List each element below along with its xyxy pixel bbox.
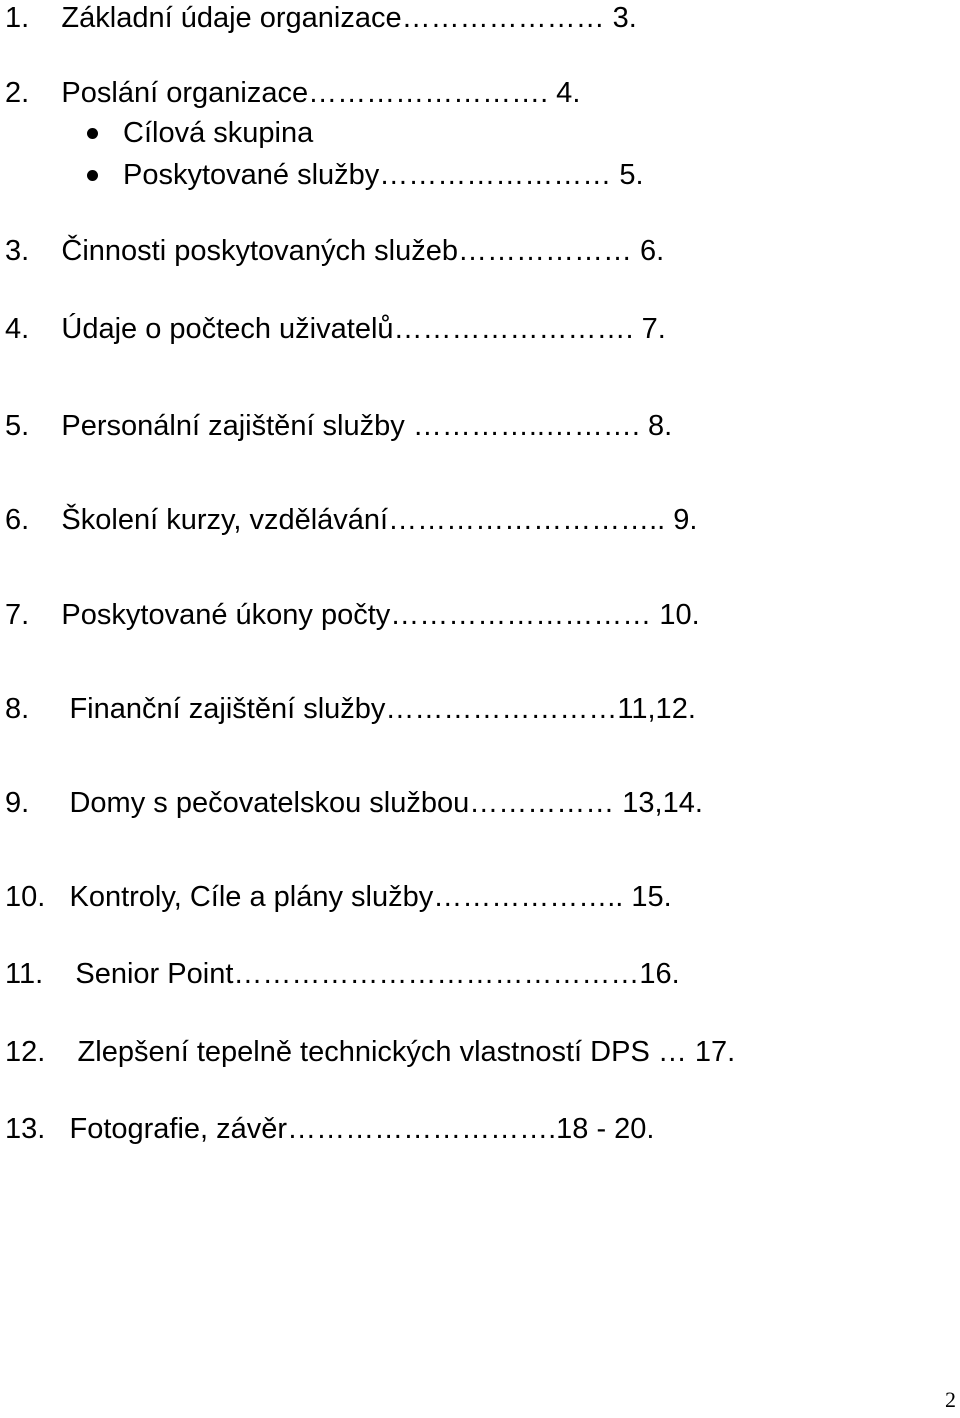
toc-entry-12: 12. Zlepšení tepelně technických vlastností DPS … 17. — [5, 1036, 736, 1068]
toc-subitem-label: Cílová skupina — [123, 117, 314, 149]
toc-entry-6: 6. Školení kurzy, vzdělávání……………………….. 9. — [5, 504, 698, 536]
toc-entry-11: 11. Senior Point……………………………………16. — [5, 958, 680, 990]
toc-entry-10: 10. Kontroly, Cíle a plány služby……………….. 15. — [5, 881, 672, 913]
toc-entry-3: 3. Činnosti poskytovaných služeb……………… 6. — [5, 235, 665, 267]
toc-entry-5: 5. Personální zajištění služby …………..………. 8. — [5, 410, 673, 442]
toc-subitem-label: Poskytované služby…………………… 5. — [123, 159, 644, 191]
toc-subitem-services — [0, 158, 960, 192]
toc-entry-2: 2. Poslání organizace……………………. 4. — [5, 77, 581, 109]
bullet-icon — [87, 128, 98, 139]
toc-entry-9: 9. Domy s pečovatelskou službou…………… 13,14. — [5, 787, 703, 819]
toc-entry-8: 8. Finanční zajištění služby……………………11,12. — [5, 693, 696, 725]
page-number: 2 — [945, 1387, 956, 1412]
toc-entry-7: 7. Poskytované úkony počty……………………… 10. — [5, 599, 700, 631]
bullet-icon — [87, 170, 98, 181]
toc-subitem-target-group — [0, 116, 960, 150]
toc-entry-1: 1. Základní údaje organizace………………… 3. — [5, 2, 637, 34]
toc-entry-13: 13. Fotografie, závěr……………………….18 - 20. — [5, 1113, 655, 1145]
toc-entry-4: 4. Údaje o počtech uživatelů……………………. 7. — [5, 313, 666, 345]
